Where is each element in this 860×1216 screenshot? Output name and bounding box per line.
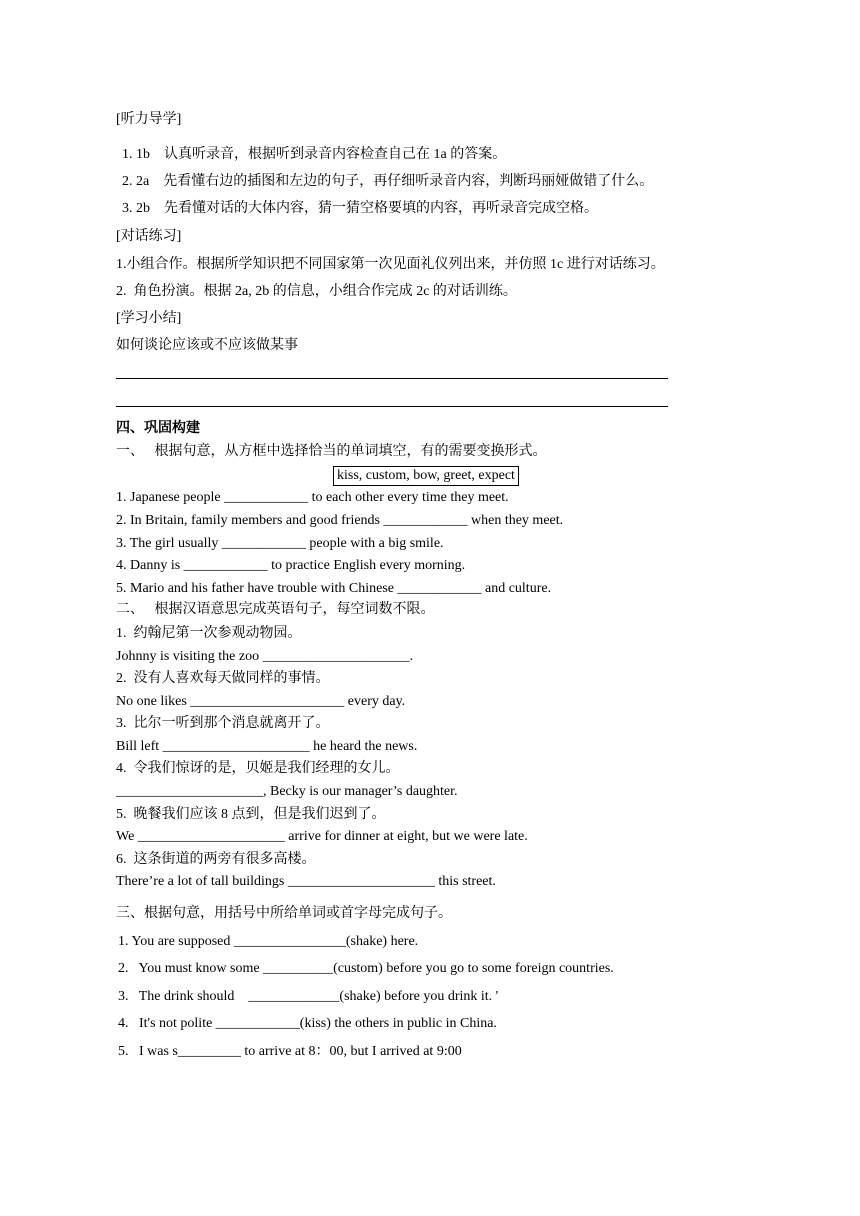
- answer-line-1: [116, 378, 668, 379]
- part3-item-4: 4. It's not polite ____________(kiss) the others in public in China.: [118, 1016, 497, 1031]
- part3-item-1: 1. You are supposed ________________(shake) here.: [118, 934, 419, 949]
- section-heading: 四、巩固构建: [116, 421, 200, 436]
- part2-item-5-cn: 5. 晚餐我们应该 8 点到，但是我们迟到了。: [116, 807, 386, 822]
- answer-line-2: [116, 406, 668, 407]
- part1-item-5: 5. Mario and his father have trouble with Chinese ____________ and culture.: [116, 581, 552, 596]
- dialogue-item-1: 1.小组合作。根据所学知识把不同国家第一次见面礼仪列出来，并仿照 1c 进行对话练习。: [116, 257, 665, 272]
- dialogue-item-2: 2. 角色扮演。根据 2a, 2b 的信息，小组合作完成 2c 的对话训练。: [116, 284, 517, 299]
- part1-instruction: 一、 根据句意，从方框中选择恰当的单词填空，有的需要变换形式。: [116, 444, 547, 459]
- dialogue-heading: [对话练习]: [116, 229, 182, 244]
- part2-item-2-en: No one likes ______________________ every day.: [116, 694, 406, 709]
- listening-item-3: 3. 2b 先看懂对话的大体内容，猜一猜空格要填的内容，再听录音完成空格。: [122, 201, 598, 216]
- part2-item-4-en: _____________________, Becky is our manager’s daughter.: [116, 784, 458, 799]
- part2-item-6-cn: 6. 这条街道的两旁有很多高楼。: [116, 852, 316, 867]
- part2-item-5-en: We _____________________ arrive for dinner at eight, but we were late.: [116, 829, 528, 844]
- part2-item-4-cn: 4. 令我们惊讶的是，贝姬是我们经理的女儿。: [116, 761, 400, 776]
- listening-heading: [听力导学]: [116, 112, 182, 127]
- part2-item-1-en: Johnny is visiting the zoo _____________________.: [116, 649, 414, 664]
- listening-item-2: 2. 2a 先看懂右边的插图和左边的句子，再仔细听录音内容，判断玛丽娅做错了什么。: [122, 174, 654, 189]
- listening-item-1: 1. 1b 认真听录音，根据听到录音内容检查自己在 1a 的答案。: [122, 147, 507, 162]
- part3-item-3: 3. The drink should _____________(shake) before you drink it. ': [118, 989, 499, 1004]
- part3-instruction: 三、根据句意，用括号中所给单词或首字母完成句子。: [116, 906, 452, 921]
- part2-instruction: 二、 根据汉语意思完成英语句子，每空词数不限。: [116, 602, 435, 617]
- summary-prompt: 如何谈论应该或不应该做某事: [116, 338, 298, 353]
- part2-item-1-cn: 1. 约翰尼第一次参观动物园。: [116, 626, 302, 641]
- part1-item-4: 4. Danny is ____________ to practice English every morning.: [116, 558, 466, 573]
- part3-item-2: 2. You must know some __________(custom) before you go to some foreign countries.: [118, 961, 614, 976]
- part1-item-1: 1. Japanese people ____________ to each other every time they meet.: [116, 490, 509, 505]
- summary-heading: [学习小结]: [116, 311, 182, 326]
- part3-item-5: 5. I was s_________ to arrive at 8：00, but I arrived at 9:00: [118, 1044, 462, 1059]
- part1-item-2: 2. In Britain, family members and good friends ____________ when they meet.: [116, 513, 564, 528]
- part1-item-3: 3. The girl usually ____________ people with a big smile.: [116, 536, 444, 551]
- part2-item-3-cn: 3. 比尔一听到那个消息就离开了。: [116, 716, 330, 731]
- word-box: kiss, custom, bow, greet, expect: [333, 466, 519, 486]
- part2-item-6-en: There’re a lot of tall buildings _____________________ this street.: [116, 874, 496, 889]
- part2-item-3-en: Bill left _____________________ he heard the news.: [116, 739, 418, 754]
- part2-item-2-cn: 2. 没有人喜欢每天做同样的事情。: [116, 671, 330, 686]
